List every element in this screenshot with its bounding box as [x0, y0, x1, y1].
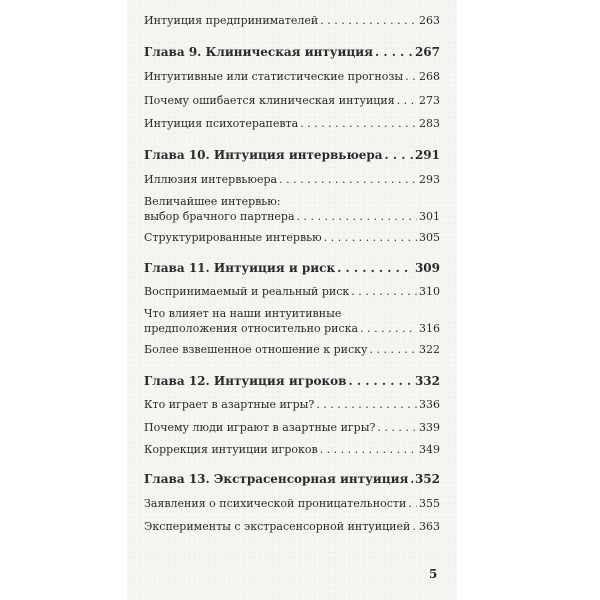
toc-entry-title: Эксперименты с экстрасенсорной интуицией — [144, 520, 411, 533]
dot-leader — [351, 284, 417, 299]
dot-leader — [279, 172, 417, 187]
dot-leader — [405, 69, 417, 84]
dot-leader — [410, 472, 413, 487]
dot-leader — [408, 496, 417, 511]
toc-page-number: 273 — [419, 94, 440, 107]
page-number: 5 — [429, 567, 438, 581]
toc-chapter-title: Глава 12. Интуиция игроков — [144, 374, 347, 388]
toc-page-number: 355 — [419, 497, 440, 510]
toc-section-entry — [144, 93, 440, 108]
toc-entry-title: выбор брачного партнера — [144, 210, 295, 223]
dot-leader — [316, 397, 417, 412]
toc-page-number: 349 — [419, 443, 440, 456]
toc-page-number: 293 — [419, 173, 440, 186]
toc-entry-title: Интуиция предпринимателей — [144, 14, 319, 27]
toc-chapter-entry — [144, 45, 440, 60]
toc-chapter-title: Глава 13. Экстрасенсорная интуиция — [144, 472, 409, 486]
toc-section-entry — [144, 172, 440, 187]
dot-leader — [320, 442, 417, 457]
toc-page-number: 291 — [414, 148, 440, 162]
toc-page-number: 267 — [414, 45, 440, 59]
toc-page-number: 332 — [414, 374, 440, 388]
toc-chapter-entry — [144, 148, 440, 163]
toc-page-number: 310 — [419, 285, 440, 298]
toc-entry-title: Воспринимаемый и реальный риск — [144, 285, 350, 298]
dot-leader — [377, 420, 417, 435]
toc-page-number: 309 — [414, 261, 440, 275]
toc-entry-title: Интуиция психотерапевта — [144, 117, 299, 130]
book-page — [127, 0, 457, 600]
toc-chapter-title: Глава 11. Интуиция и риск — [144, 261, 336, 275]
toc-section-entry — [144, 230, 440, 245]
toc-section-entry — [144, 306, 440, 336]
dot-leader — [300, 116, 417, 131]
toc-entry-title: Почему ошибается клиническая интуиция — [144, 94, 395, 107]
toc-page-number: 363 — [419, 520, 440, 533]
dot-leader — [360, 321, 417, 336]
dot-leader — [369, 342, 417, 357]
toc-section-entry — [144, 116, 440, 131]
toc-entry-title-line1: Величайшее интервью: — [144, 195, 281, 208]
toc-section-entry — [144, 194, 440, 224]
toc-section-entry — [144, 342, 440, 357]
toc-chapter-entry — [144, 472, 440, 487]
toc-entry-title-line1: Что влияет на наши интуитивные — [144, 307, 342, 320]
toc-entry-title: Иллюзия интервьюера — [144, 173, 278, 186]
dot-leader — [320, 13, 417, 28]
toc-entry-title: Кто играет в азартные игры? — [144, 398, 315, 411]
toc-section-entry — [144, 397, 440, 412]
toc-section-entry — [144, 442, 440, 457]
toc-section-entry — [144, 69, 440, 84]
toc-page-number: 322 — [419, 343, 440, 356]
toc-chapter-entry — [144, 261, 440, 276]
toc-entry-title: предположения относительно риска — [144, 322, 359, 335]
toc-page-number: 263 — [419, 14, 440, 27]
toc-chapter-entry — [144, 374, 440, 389]
dot-leader — [412, 519, 417, 534]
toc-page-number: 283 — [419, 117, 440, 130]
toc-section-entry — [144, 519, 440, 534]
toc-section-entry — [144, 496, 440, 511]
toc-entry-title: Интуитивные или статистические прогнозы — [144, 70, 404, 83]
toc-page-number: 336 — [419, 398, 440, 411]
toc-page-number: 305 — [419, 231, 440, 244]
toc-chapter-title: Глава 9. Клиническая интуиция — [144, 45, 374, 59]
dot-leader — [397, 93, 417, 108]
toc-page-number: 339 — [419, 421, 440, 434]
toc-section-entry — [144, 284, 440, 299]
dot-leader — [385, 148, 413, 163]
toc-page-number: 316 — [419, 322, 440, 335]
dot-leader — [297, 209, 417, 224]
dot-leader — [348, 374, 412, 389]
toc-entry-title: Более взвешенное отношение к риску — [144, 343, 368, 356]
toc-entry-title: Структурированные интервью — [144, 231, 322, 244]
toc-entry-title: Заявления о психической проницательности — [144, 497, 407, 510]
toc-section-entry — [144, 420, 440, 435]
dot-leader — [337, 261, 413, 276]
toc-chapter-title: Глава 10. Интуиция интервьюера — [144, 148, 383, 162]
toc-entry-title: Коррекция интуиции игроков — [144, 443, 318, 456]
toc-entry-title: Почему люди играют в азартные игры? — [144, 421, 376, 434]
toc-page-number: 268 — [419, 70, 440, 83]
toc-page-number: 352 — [414, 472, 440, 486]
toc-section-entry — [144, 13, 440, 28]
dot-leader — [324, 230, 417, 245]
dot-leader — [375, 45, 413, 60]
toc-page-number: 301 — [419, 210, 440, 223]
